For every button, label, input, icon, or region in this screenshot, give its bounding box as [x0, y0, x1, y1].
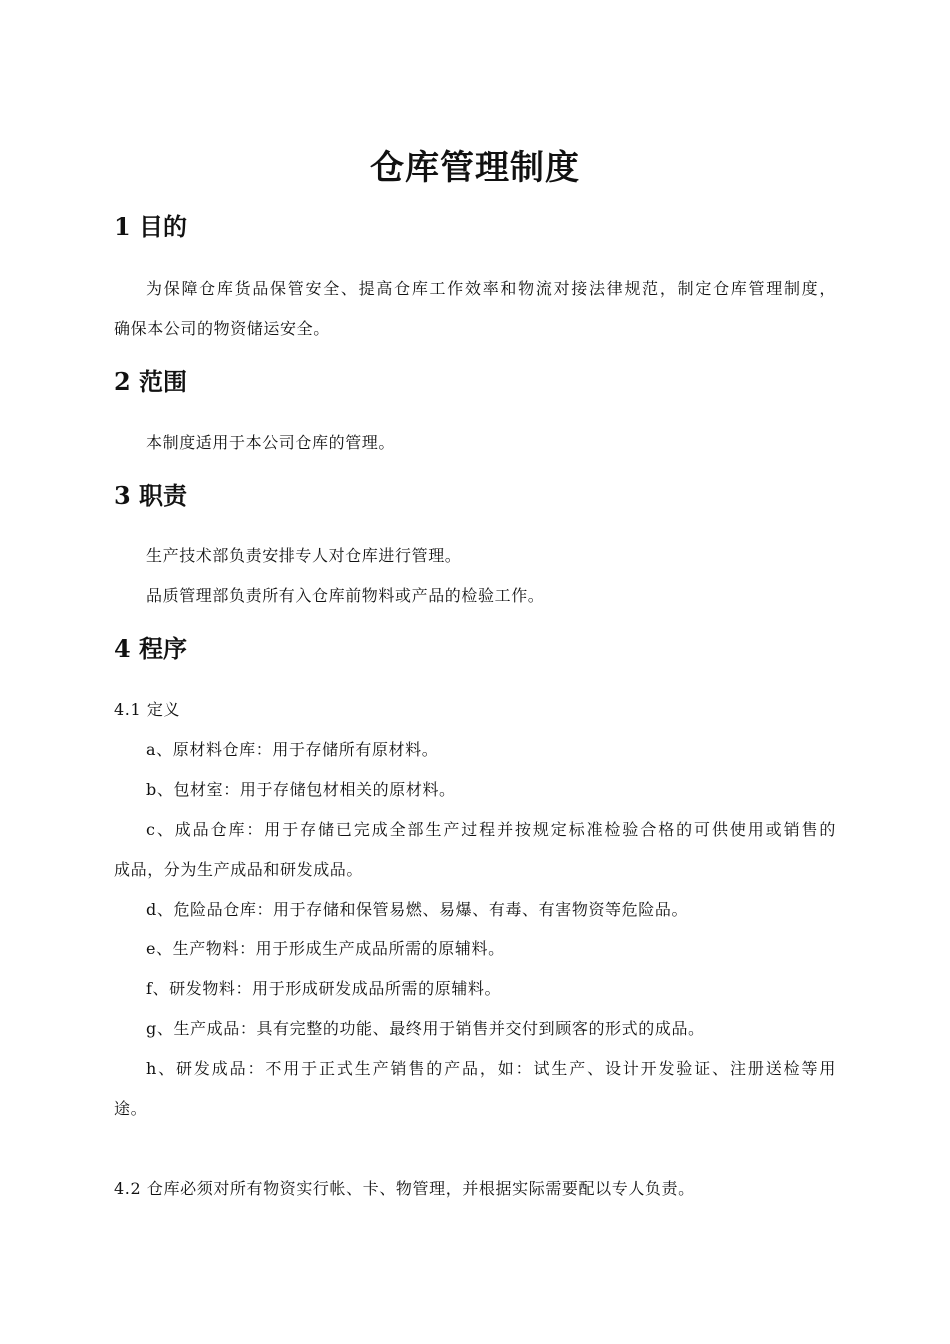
section-heading-responsibility: 3 职责: [114, 481, 188, 510]
section-heading-procedure: 4 程序: [114, 634, 188, 663]
definition-item-g: g、生产成品：具有完整的功能、最终用于销售并交付到顾客的形式的成品。: [146, 1019, 705, 1038]
section-heading-scope: 2 范围: [114, 367, 188, 396]
document-title: 仓库管理制度: [370, 148, 580, 188]
responsibility-paragraph-1: 生产技术部负责安排专人对仓库进行管理。: [146, 546, 462, 565]
definition-item-c-line-1: c、成品仓库：用于存储已完成全部生产过程并按规定标准检验合格的可供使用或销售的: [146, 820, 836, 839]
scope-paragraph: 本制度适用于本公司仓库的管理。: [146, 433, 396, 452]
purpose-paragraph-line-1: 为保障仓库货品保管安全、提高仓库工作效率和物流对接法律规范，制定仓库管理制度，: [146, 279, 836, 298]
definition-item-h-line-1: h、研发成品：不用于正式生产销售的产品，如：试生产、设计开发验证、注册送检等用: [146, 1059, 836, 1078]
definition-item-d: d、危险品仓库：用于存储和保管易燃、易爆、有毒、有害物资等危险品。: [146, 900, 689, 919]
paragraph-4-2: 4.2 仓库必须对所有物资实行帐、卡、物管理，并根据实际需要配以专人负责。: [114, 1179, 695, 1198]
definition-item-h-line-2: 途。: [114, 1099, 148, 1118]
section-heading-purpose: 1 目的: [114, 212, 188, 241]
definition-item-e: e、生产物料：用于形成生产成品所需的原辅料。: [146, 939, 505, 958]
definition-item-a: a、原材料仓库：用于存储所有原材料。: [146, 740, 439, 759]
purpose-paragraph-line-2: 确保本公司的物资储运安全。: [114, 319, 330, 338]
responsibility-paragraph-2: 品质管理部负责所有入仓库前物料或产品的检验工作。: [146, 586, 545, 605]
definition-item-b: b、包材室：用于存储包材相关的原材料。: [146, 780, 456, 799]
definition-subheading: 4.1 定义: [114, 700, 181, 719]
definition-item-f: f、研发物料：用于形成研发成品所需的原辅料。: [146, 979, 502, 998]
definition-item-c-line-2: 成品，分为生产成品和研发成品。: [114, 860, 364, 879]
